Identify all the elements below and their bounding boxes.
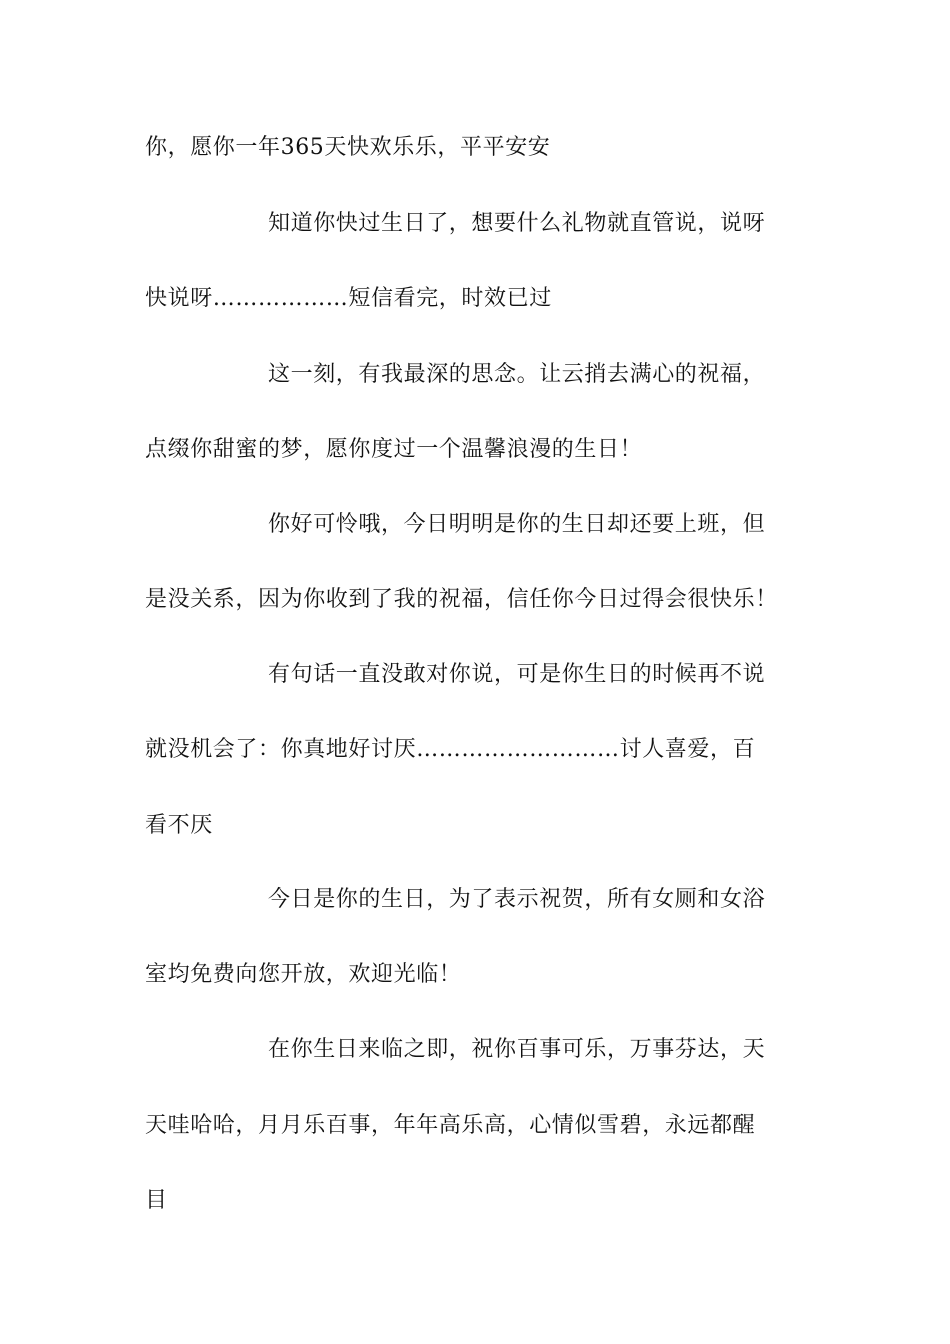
text-line: 你好可怜哦，今日明明是你的生日却还要上班，但 — [268, 512, 766, 537]
text-line: 是没关系，因为你收到了我的祝福，信任你今日过得会很快乐！ — [145, 587, 778, 612]
text-line: 室均免费向您开放，欢迎光临！ — [145, 962, 462, 987]
text-line: 点缀你甜蜜的梦，愿你度过一个温馨浪漫的生日！ — [145, 437, 643, 462]
text-line: 这一刻，有我最深的思念。让云捎去满心的祝福， — [268, 362, 766, 387]
text-line: 在你生日来临之即，祝你百事可乐，万事芬达，天 — [268, 1037, 766, 1062]
text-line: 天哇哈哈，月月乐百事，年年高乐高，心情似雪碧，永远都醒 — [145, 1113, 756, 1138]
text-line: 今日是你的生日，为了表示祝贺，所有女厕和女浴 — [268, 887, 766, 912]
text-line: 知道你快过生日了，想要什么礼物就直管说，说呀 — [268, 211, 766, 236]
text-line: 快说呀………………短信看完，时效已过 — [145, 286, 552, 311]
text-line: 目 — [145, 1188, 168, 1213]
text-line: 有句话一直没敢对你说，可是你生日的时候再不说 — [268, 662, 766, 687]
text-line: 看不厌 — [145, 813, 213, 838]
text-line: 你，愿你一年365天快欢乐乐，平平安安 — [145, 135, 551, 160]
text-line: 就没机会了：你真地好讨厌………………………讨人喜爱，百 — [145, 737, 756, 762]
